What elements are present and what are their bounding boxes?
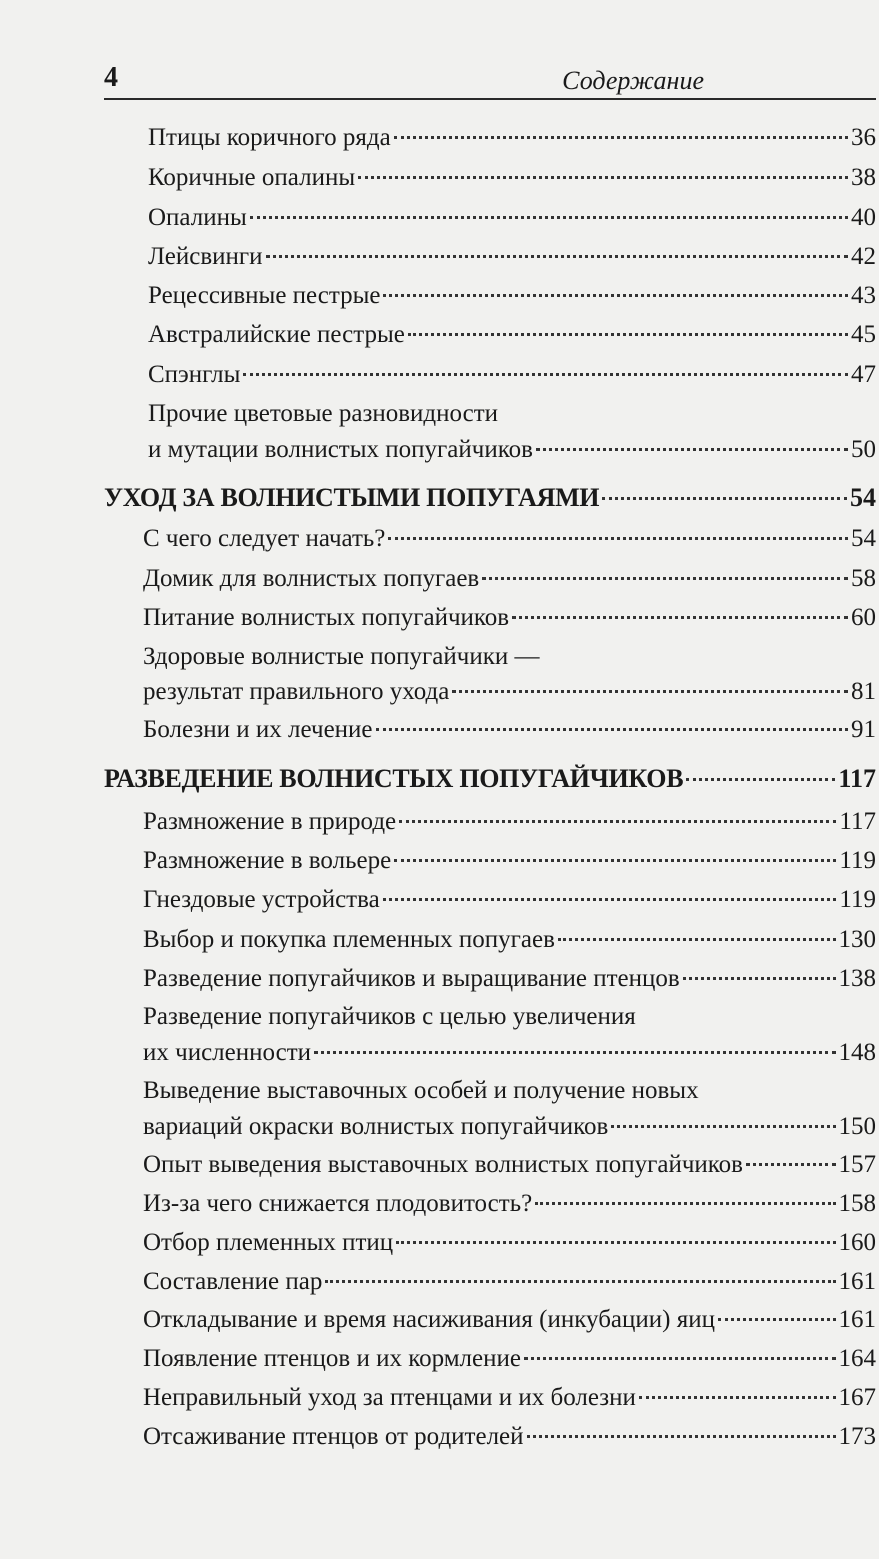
toc-entry-page: 164: [838, 1345, 876, 1372]
dot-leader: [383, 294, 848, 297]
toc-entry: [143, 1147, 876, 1183]
dot-leader: [325, 1280, 835, 1283]
toc-entry-page: 43: [851, 282, 876, 309]
toc-entry: [148, 317, 876, 353]
toc-section-title: РАЗВЕДЕНИЕ ВОЛНИСТЫХ ПОПУГАЙЧИКОВ: [104, 764, 684, 793]
dot-leader: [383, 898, 837, 901]
toc-entry: [143, 1302, 876, 1338]
toc-entry: [148, 120, 876, 156]
toc-entry: [143, 521, 876, 557]
toc-entry-title: Разведение попугайчиков и выращивание птенцов: [143, 965, 680, 992]
toc-entry-title: Размножение в вольере: [143, 847, 392, 874]
dot-leader: [376, 728, 848, 731]
toc-entry-title: результат правильного ухода: [143, 678, 450, 705]
dot-leader: [396, 1241, 835, 1244]
toc-entry-title: Гнездовые устройства: [143, 886, 380, 913]
toc-entry: [143, 1186, 876, 1222]
toc-entry-title: Лейсвинги: [148, 243, 263, 270]
toc-entry-page: 54: [851, 525, 876, 552]
toc-entry-page: 42: [851, 243, 876, 270]
toc-entry-title: Выбор и покупка племенных попугаев: [143, 926, 555, 953]
dot-leader: [388, 537, 848, 540]
toc-entry-title-line1: Здоровые волнистые попугайчики —: [143, 643, 540, 670]
dot-leader: [243, 373, 848, 376]
toc-entry: [148, 200, 876, 236]
toc-entry: [143, 674, 876, 710]
toc-entry-page: 40: [851, 204, 876, 231]
toc-entry-title: Рецессивные пестрые: [148, 282, 381, 309]
toc-entry: [143, 1225, 876, 1261]
dot-leader: [718, 1318, 836, 1321]
toc-entry-title: Коричные опалины: [148, 164, 356, 191]
toc-section-entry: [104, 761, 876, 797]
toc-entry-title: Неправильный уход за птенцами и их болезни: [143, 1384, 636, 1411]
toc-entry: [143, 600, 876, 636]
dot-leader: [482, 577, 848, 580]
toc-entry-page: 60: [851, 604, 876, 631]
dot-leader: [536, 448, 848, 451]
toc-entry-page: 158: [838, 1190, 876, 1217]
toc-entry-page: 173: [838, 1423, 876, 1450]
toc-entry-title: вариаций окраски волнистых попугайчиков: [143, 1113, 609, 1140]
toc-entry: [148, 357, 876, 393]
toc-entry-title: Болезни и их лечение: [143, 716, 373, 743]
toc-entry-page: 47: [851, 361, 876, 388]
toc-entry-page: 50: [851, 436, 876, 463]
toc-entry: [148, 278, 876, 314]
toc-entry: [143, 1035, 876, 1071]
toc-entry-page: 138: [838, 965, 876, 992]
dot-leader: [527, 1435, 836, 1438]
toc-entry-title-line1: Выведение выставочных особей и получение новых: [143, 1077, 699, 1104]
dot-leader: [524, 1357, 836, 1360]
toc-entry-title: Откладывание и время насиживания (инкубации) яиц: [143, 1306, 715, 1333]
toc-entry-page: 161: [838, 1306, 876, 1333]
toc-entry-title: Отбор племенных птиц: [143, 1229, 394, 1256]
toc-entry: [143, 1380, 876, 1416]
toc-entry-page: 91: [851, 716, 876, 743]
toc-entry-title: Из-за чего снижается плодовитость?: [143, 1190, 533, 1217]
toc-entry-page: 36: [851, 124, 876, 151]
dot-leader: [535, 1202, 835, 1205]
toc-entry-title: и мутации волнистых попугайчиков: [148, 436, 533, 463]
toc-entry-page: 119: [839, 886, 876, 913]
dot-leader: [686, 778, 835, 781]
toc-entry-title: С чего следует начать?: [143, 525, 386, 552]
running-title: Содержание: [562, 66, 704, 95]
toc-entry: [143, 712, 876, 748]
toc-entry-page: 161: [838, 1268, 876, 1295]
dot-leader: [266, 255, 848, 258]
page-number: 4: [104, 62, 118, 93]
toc-entry: [143, 804, 876, 840]
dot-leader: [250, 216, 848, 219]
dot-leader: [399, 820, 836, 823]
dot-leader: [452, 690, 848, 693]
toc-entry: [143, 922, 876, 958]
toc-section-title: УХОД ЗА ВОЛНИСТЫМИ ПОПУГАЯМИ: [104, 483, 600, 512]
toc-entry-page: 117: [838, 764, 876, 793]
toc-entry-page: 160: [838, 1229, 876, 1256]
toc-entry-title: Спэнглы: [148, 361, 241, 388]
toc-entry-page: 81: [851, 678, 876, 705]
toc-entry: [143, 561, 876, 597]
dot-leader: [394, 136, 848, 139]
toc-entry-page: 157: [838, 1151, 876, 1178]
toc-entry-title: Питание волнистых попугайчиков: [143, 604, 510, 631]
toc-entry-title: Домик для волнистых попугаев: [143, 565, 480, 592]
toc-entry-title: Опыт выведения выставочных волнистых попугайчиков: [143, 1151, 743, 1178]
toc-entry: [143, 1341, 876, 1377]
toc-entry-title-line1: Разведение попугайчиков с целью увеличения: [143, 1003, 636, 1030]
toc-entry-title: Птицы коричного ряда: [148, 124, 391, 151]
toc-entry-page: 117: [839, 808, 876, 835]
dot-leader: [683, 977, 836, 980]
dot-leader: [602, 497, 847, 500]
toc-entry-page: 167: [838, 1384, 876, 1411]
toc-entry: [148, 239, 876, 275]
dot-leader: [746, 1163, 836, 1166]
toc-entry: [148, 160, 876, 196]
toc-entry-title: Появление птенцов и их кормление: [143, 1345, 521, 1372]
toc-entry-title: Размножение в природе: [143, 808, 397, 835]
dot-leader: [639, 1396, 836, 1399]
dot-leader: [558, 938, 836, 941]
page-header: [104, 58, 876, 100]
toc-entry: [143, 1109, 876, 1145]
toc-entry-title: их численности: [143, 1039, 312, 1066]
toc-entry-title: Опалины: [148, 204, 247, 231]
dot-leader: [512, 616, 848, 619]
toc-entry-page: 119: [839, 847, 876, 874]
toc-entry: [148, 432, 876, 468]
toc-entry-page: 45: [851, 321, 876, 348]
toc-entry-title: Составление пар: [143, 1268, 323, 1295]
dot-leader: [314, 1051, 835, 1054]
toc-entry-title: Отсаживание птенцов от родителей: [143, 1423, 524, 1450]
toc-entry-page: 150: [838, 1113, 876, 1140]
toc-entry: [143, 882, 876, 918]
toc-entry-page: 148: [838, 1039, 876, 1066]
toc-entry-page: 130: [838, 926, 876, 953]
dot-leader: [408, 333, 848, 336]
dot-leader: [358, 176, 848, 179]
toc-entry: [143, 843, 876, 879]
toc-section-entry: [104, 480, 876, 516]
dot-leader: [394, 859, 836, 862]
toc-entry-title: Австралийские пестрые: [148, 321, 405, 348]
toc-entry: [143, 961, 876, 997]
toc-entry-title-line1: Прочие цветовые разновидности: [148, 400, 499, 427]
toc-entry-page: 54: [850, 483, 876, 512]
dot-leader: [611, 1125, 835, 1128]
toc-entry-page: 58: [851, 565, 876, 592]
toc-entry: [143, 1264, 876, 1300]
toc-entry: [143, 1419, 876, 1455]
toc-entry-page: 38: [851, 164, 876, 191]
